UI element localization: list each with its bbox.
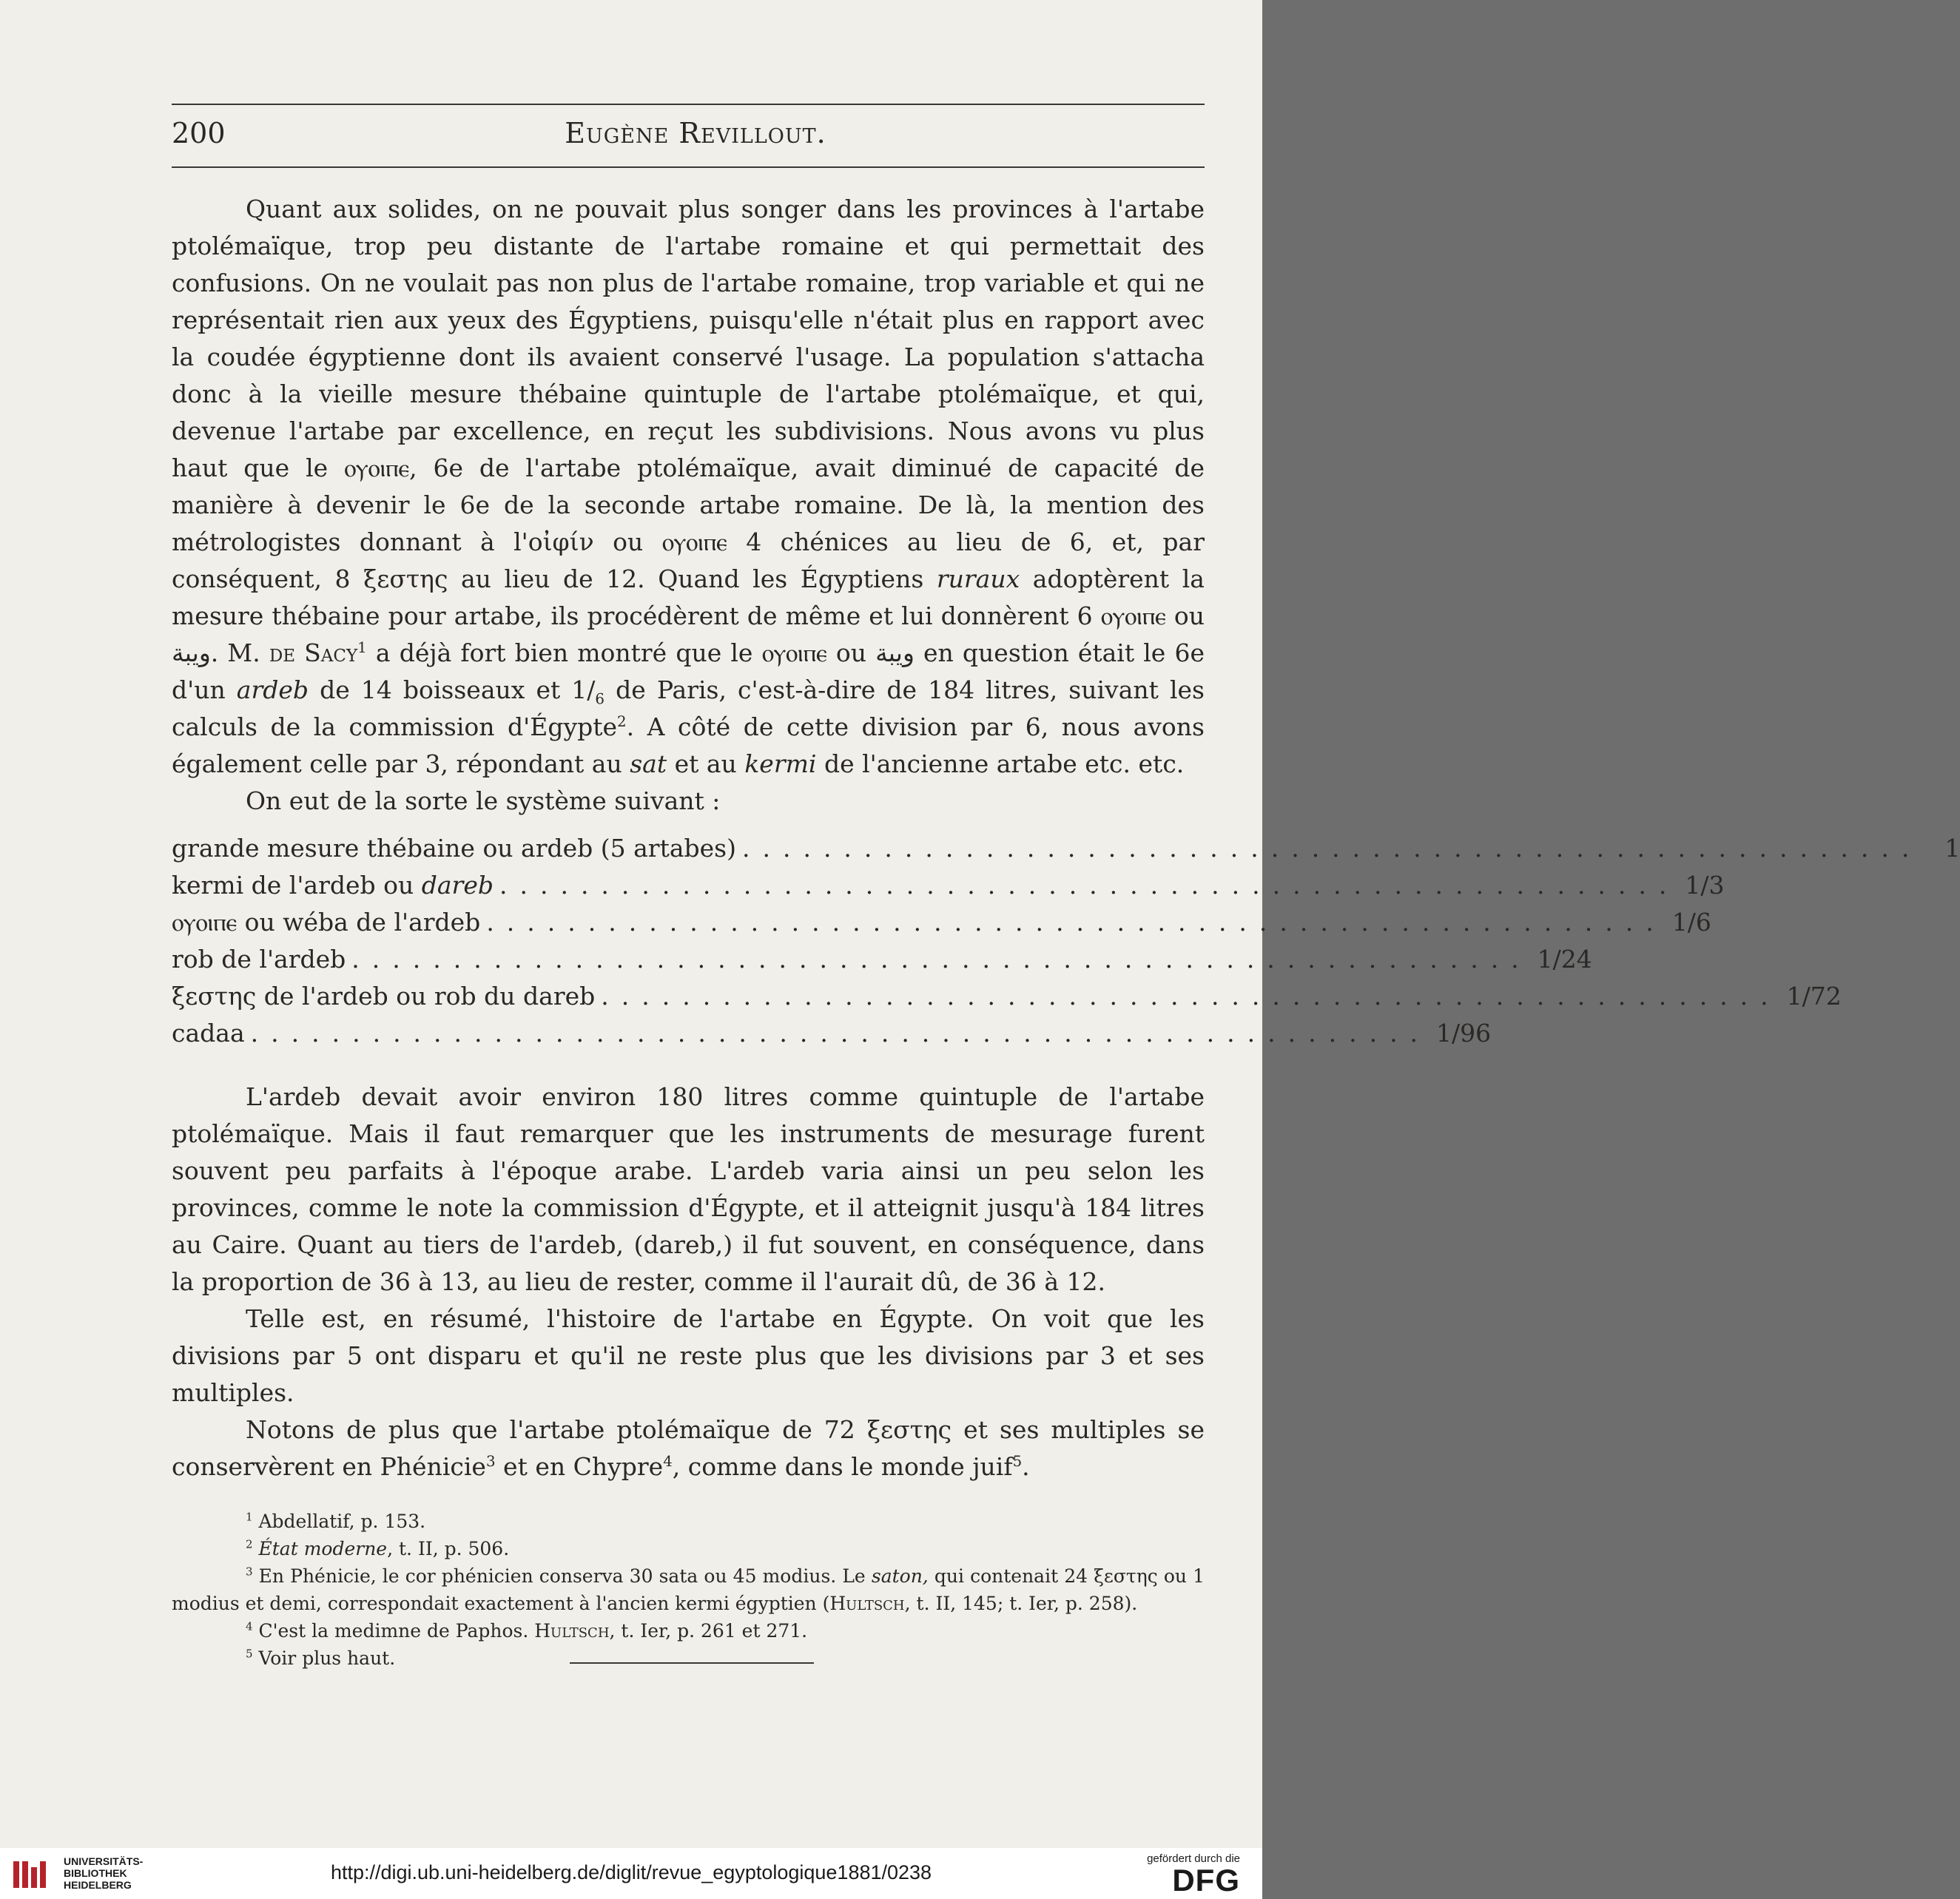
footnotes bbox=[172, 1508, 1205, 1672]
source-url-link[interactable]: http://digi.ub.uni-heidelberg.de/diglit/revue_egyptologique1881/0238 bbox=[330, 1861, 932, 1883]
measure-table bbox=[172, 830, 1960, 1052]
footnote: $^1$ Abdellatif, p. 153. bbox=[246, 1510, 426, 1532]
header-rule-top bbox=[172, 104, 1205, 105]
library-name: UNIVERSITÄTS- BIBLIOTHEK HEIDELBERG bbox=[64, 1855, 144, 1891]
running-title: Eugène Revillout. bbox=[565, 117, 826, 149]
header-rule-bottom bbox=[172, 166, 1205, 168]
footnote: $^5$ Voir plus haut. bbox=[246, 1647, 396, 1669]
table-row: rob de l'ardeb .......................................................... 1/24 bbox=[172, 941, 1205, 978]
page-number: 200 bbox=[172, 117, 226, 149]
table-row: cadaa .......................................................... 1/96 bbox=[172, 1015, 1205, 1052]
dot-leader: .......................................................... bbox=[486, 908, 1666, 937]
dot-leader: .......................................................... bbox=[250, 1019, 1431, 1048]
dfg-logo: DFG bbox=[1172, 1863, 1240, 1898]
dot-leader: .......................................................... bbox=[351, 945, 1532, 974]
end-rule bbox=[570, 1662, 814, 1664]
dot-leader: .......................................................... bbox=[499, 871, 1680, 900]
footnote: $^4$ C'est la medimne de Paphos. Hultsch, t. Ier, p. 261 et 271. bbox=[246, 1619, 808, 1642]
footnote: $^2$ État moderne, t. II, p. 506. bbox=[246, 1537, 510, 1559]
funding-caption: gefördert durch die bbox=[1147, 1852, 1240, 1865]
footnote: $^3$ En Phénicie, le cor phénicien conserva 30 sata ou 45 modius. Le saton, qui contenait 24 ξεστης ou 1 modius et demi, correspondait exactement à l'ancien kermi égyptien (Hultsch, t. II, 145; t. Ier, p. 258). bbox=[172, 1565, 1205, 1614]
table-row: grande mesure thébaine ou ardeb (5 artabes) .......................................................... 1 bbox=[172, 830, 1205, 867]
dot-leader: .......................................................... bbox=[741, 834, 1922, 863]
table-row: kermi de l'ardeb ou dareb .......................................................... 1/3 bbox=[172, 867, 1205, 904]
footer-bar bbox=[0, 1848, 1262, 1899]
paragraph-5: Notons de plus que l'artabe ptolémaïque de 72 ξεστης et ses multiples se conservèrent en Phénicie$^3$ et en Chypre$^4$, comme dans le monde juif$^5$. bbox=[172, 1415, 1205, 1481]
table-row: ⲟⲩⲟⲓⲡⲉ ou wéba de l'ardeb .......................................................... 1/6 bbox=[172, 904, 1205, 941]
body-text bbox=[172, 191, 1960, 1672]
paragraph-2: On eut de la sorte le système suivant : bbox=[246, 786, 721, 815]
paragraph-1: Quant aux solides, on ne pouvait plus songer dans les provinces à l'artabe ptolémaïque, trop peu distante de l'artabe romaine et qui permettait des confusions. On ne voulait pas non plus de l'artabe romaine, trop variable et qui ne représentait rien aux yeux des Égyptiens, puisqu'elle n'était plus en rapport avec la coudée égyptienne dont ils avaient conservé l'usage. La population s'attacha donc à la vieille mesure thébaine quintuple de l'artabe ptolémaïque, et qui, devenue l'artabe par excellence, en reçut les subdivisions. Nous avons vu plus haut que le ⲟⲩⲟⲓⲡⲉ, 6e de l'artabe ptolémaïque, avait diminué de capacité de manière à devenir le 6e de la seconde artabe romaine. De là, la mention des métrologistes donnant à l'οἰφίν ou ⲟⲩⲟⲓⲡⲉ 4 chénices au lieu de 6, et, par conséquent, 8 ξεστης au lieu de 12. Quand les Égyptiens ruraux adoptèrent la mesure thébaine pour artabe, ils procédèrent de même et lui donnèrent 6 ⲟⲩⲟⲓⲡⲉ ou ويبة. M. de Sacy$^1$ a déjà fort bien montré que le ⲟⲩⲟⲓⲡⲉ ou ويبة en question était le 6e d'un ardeb de 14 boisseaux et $1/_6$ de Paris, c'est-à-dire de 184 litres, suivant les calculs de la commission d'Égypte$^2$. A côté de cette division par 6, nous avons également celle par 3, répondant au sat et au kermi de l'ancienne artabe etc. etc. bbox=[172, 195, 1205, 778]
paragraph-3: L'ardeb devait avoir environ 180 litres comme quintuple de l'artabe ptolémaïque. Mais il faut remarquer que les instruments de mesurage furent souvent peu parfaits à l'époque arabe. L'ardeb varia ainsi un peu selon les provinces, comme le note la commission d'Égypte, et il atteignit jusqu'à 184 litres au Caire. Quant au tiers de l'ardeb, (dareb,) il fut souvent, en conséquence, dans la proportion de 36 à 13, au lieu de rester, comme il l'aurait dû, de 36 à 12. bbox=[172, 1082, 1205, 1296]
dot-leader: .......................................................... bbox=[601, 982, 1781, 1011]
paragraph-4: Telle est, en résumé, l'histoire de l'artabe en Égypte. On voit que les divisions par 5 ont disparu et qu'il ne reste plus que les divisions par 3 et ses multiples. bbox=[172, 1304, 1205, 1407]
table-row: ξεστης de l'ardeb ou rob du dareb .......................................................... 1/72 bbox=[172, 978, 1205, 1015]
